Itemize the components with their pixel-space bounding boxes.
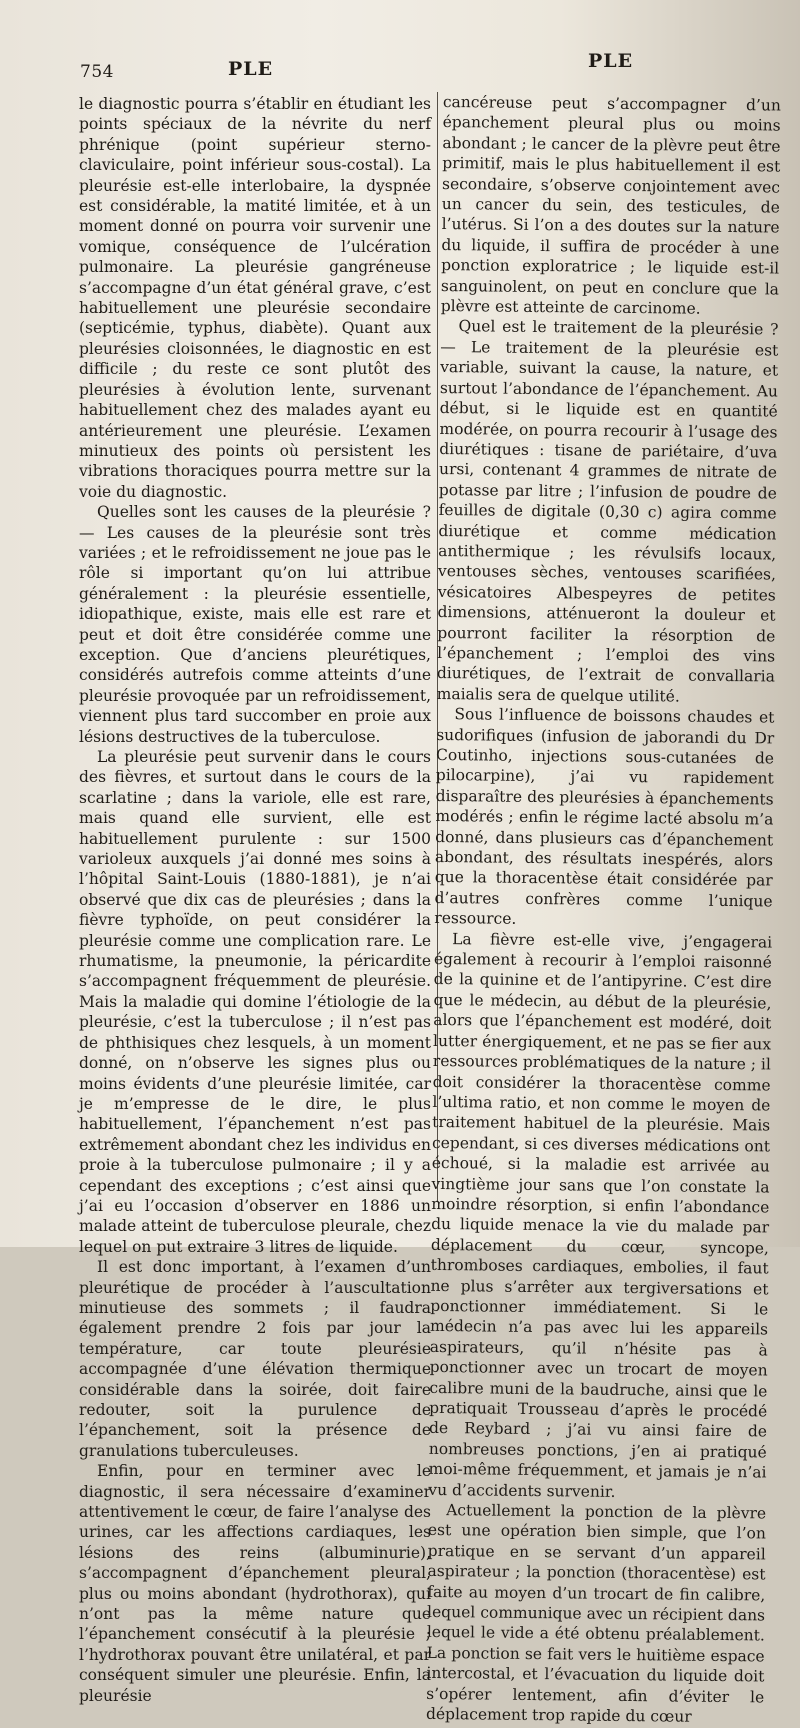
- paragraph: Sous l’influence de boissons chaudes et sudorifiques (infusion de jaborandi du Dr Coutinho, injections sous-cutanées de pilocarpine), j’ai vu rapidement disparaître des pleurésies à épanchements modérés ; enfin le régime lacté absolu m’a donné, dans plusieurs cas d’épanchement abondant, des résultats inespérés, alors que la thoracentèse était considérée par d’autres confrères comme l’unique ressource.: [434, 705, 775, 929]
- paragraph-treatment: Quel est le traitement de la pleurésie ? — Le traitement de la pleurésie est variable, suivant la cause, la nature, et surtout l’abondance de l’épanchement. Au début, si le liquide est en quantité modérée, on pourra recourir à l’usage des diurétiques : tisane de pariétaire, d’uva ursi, contenant 4 grammes de nitrate de potasse par litre ; l’infusion de poudre de feuilles de digitale (0,30 c) agira comme diurétique et comme médication antithermique ; les révulsifs locaux, ventouses sèches, ventouses scarifiées, vésicatoires Albespeyres de petites dimensions, atténueront la douleur et pourront faciliter la résorption de l’épanchement ; l’emploi des vins diurétiques, de l’extrait de convallaria maialis sera de quelque utilité.: [436, 317, 779, 706]
- paragraph: La pleurésie peut survenir dans le cours des fièvres, et surtout dans le cours de la scarlatine ; dans la variole, elle est rare, mais quand elle survient, elle est habituellement purulente : sur 1500 varioleux auxquels j’ai donné mes soins à l’hôpital Saint-Louis (1880-1881), je n’ai observé que dix cas de pleurésies ; dans la fièvre typhoïde, on peut considérer la pleurésie comme une complication rare. Le rhumatisme, la pneumonie, la péricardite s’accompagnent fréquemment de pleurésie. Mais la maladie qui domine l’étiologie de la pleurésie, c’est la tuberculose ; il n’est pas de phthisiques chez lesquels, à un moment donné, on n’observe les signes plus ou moins évidents d’une pleurésie limitée, car je m’empresse de le dire, le plus habituellement, l’épanchement n’est pas extrêmement abondant chez les individus en proie à la tuberculose pulmonaire ; il y a cependant des exceptions ; c’est ainsi que j’ai eu l’occasion d’observer en 1886 un malade atteint de tuberculose pleurale, chez lequel on put extraire 3 litres de liquide.: [79, 748, 431, 1256]
- paragraph: le diagnostic pourra s’établir en étudiant les points spéciaux de la névrite du nerf phrénique (point supérieur sterno-claviculaire, point inférieur sous-costal). La pleurésie est-elle interlobaire, la dyspnée est considérable, la matité limitée, et à un moment donné on pourra voir survenir une vomique, conséquence de l’ulcération pulmonaire. La pleurésie gangréneuse s’accompagne d’un état général grave, c’est habituellement une pleurésie secondaire (septicémie, typhus, diabète). Quant aux pleurésies cloisonnées, le diagnostic en est difficile ; du reste ce sont plutôt des pleurésies à évolution lente, survenant habituellement chez des malades ayant eu antérieurement une pleurésie. L’examen minutieux des points où persistent les vibrations thoraciques pourra mettre sur la voie du diagnostic.: [79, 95, 431, 501]
- paragraph: Enfin, pour en terminer avec le diagnostic, il sera nécessaire d’examiner attentivement le cœur, de faire l’analyse des urines, car les affections cardiaques, les lésions des reins (albuminurie), s’accompagnent d’épanchement pleural, plus ou moins abondant (hydrothorax), qui n’ont pas la même nature que l’épanchement consécutif à la pleurésie ; l’hydrothorax pouvant être unilatéral, et par conséquent simuler une pleurésie. Enfin, la pleurésie: [79, 1462, 431, 1705]
- paragraph: Actuellement la ponction de la plèvre est une opération bien simple, que l’on pratique en se servant d’un appareil aspirateur ; la ponction (thoracentèse) est faite au moyen d’un trocart de fin calibre, lequel communique avec un récipient dans lequel le vide a été obtenu préalablement. La ponction se fait vers le huitième espace intercostal, et l’évacuation du liquide doit s’opérer lentement, afin d’éviter le déplacement trop rapide du cœur: [425, 1501, 767, 1726]
- running-title-left: PLE: [228, 58, 274, 80]
- paragraph: Il est donc important, à l’examen d’un pleurétique de procéder à l’auscultation minutieuse des sommets ; il faudra également prendre 2 fois par jour la température, car toute pleurésie accompagnée d’une élévation thermique considérable dans la soirée, doit faire redouter, soit la purulence de l’épanchement, soit la présence de granulations tuberculeuses.: [79, 1258, 431, 1460]
- page-number: 754: [80, 62, 114, 82]
- paragraph-causes: Quelles sont les causes de la pleurésie ? — Les causes de la pleurésie sont très variées ; et le refroidissement ne joue pas le rôle si important qu’on lui attribue généralement : la pleurésie essentielle, idiopathique, existe, mais elle est rare et peut et doit être considérée comme une exception. Que d’anciens pleurétiques, considérés autrefois comme atteints d’une pleurésie provoquée par un refroidissement, viennent plus tard succomber en proie aux lésions destructives de la tuberculose.: [79, 503, 431, 746]
- left-text-column: [79, 94, 431, 1706]
- running-title-right: PLE: [588, 50, 634, 72]
- paragraph: La fièvre est-elle vive, j’engagerai également à recourir à l’emploi raisonné de la quinine et de l’antipyrine. C’est dire que le médecin, au début de la pleurésie, alors que l’épanchement est modéré, doit lutter énergiquement, et ne pas se fier aux ressources problématiques de la nature ; il doit considérer la thoracentèse comme l’ultima ratio, et non comme le moyen de traitement habituel de la pleurésie. Mais cependant, si ces diverses médications ont échoué, si la maladie est arrivée au vingtième jour sans que l’on constate la moindre résorption, si enfin l’abondance du liquide menace la vie du malade par déplacement du cœur, syncope, thromboses cardiaques, embolies, il faut ne plus s’arrêter aux tergiversations et ponctionner immédiatement. Si le médecin n’a pas avec lui les appareils aspirateurs, qu’il n’hésite pas à ponctionner avec un trocart de moyen calibre muni de la baudruche, ainsi que le pratiquait Trousseau d’après le procédé de Reybard ; j’ai vu ainsi faire de nombreuses ponctions, j’en ai pratiqué moi-même fréquemment, et jamais je n’ai vu d’accidents survenir.: [428, 929, 773, 1501]
- paragraph: cancéreuse peut s’accompagner d’un épanchement pleural plus ou moins abondant ; le cancer de la plèvre peut être primitif, mais le plus habituellement il est secondaire, s’observe conjointement avec un cancer du sein, des testicules, de l’utérus. Si l’on a des doutes sur la nature du liquide, il suffira de procéder à une ponction exploratrice ; le liquide est-il sanguinolent, on peut en conclure que la plèvre est atteinte de carcinome.: [440, 92, 781, 318]
- right-text-column: [426, 92, 781, 1728]
